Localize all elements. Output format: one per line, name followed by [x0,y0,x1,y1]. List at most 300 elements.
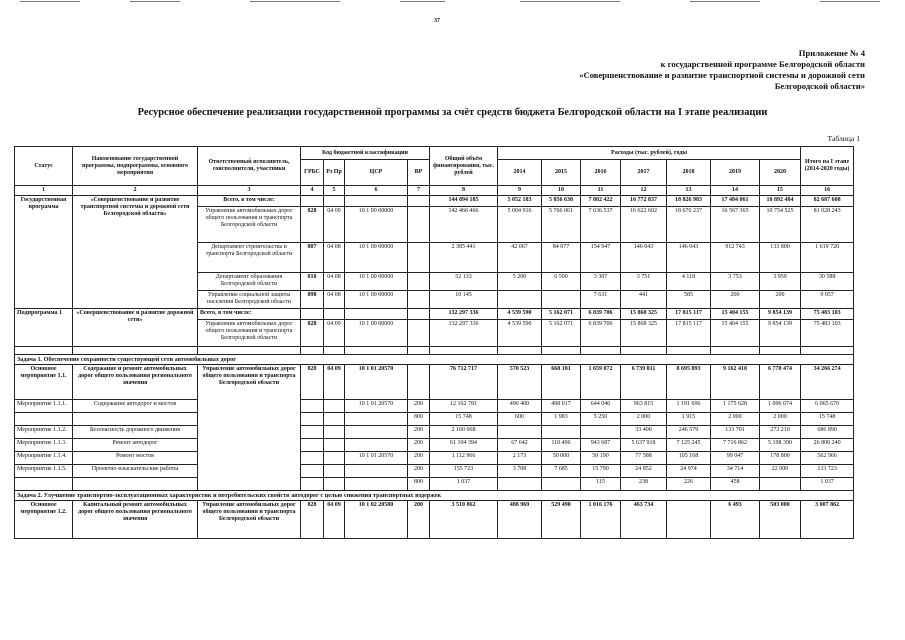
year-value-cell: 3 751 [621,273,667,291]
header-program-name: Наименование государственной программы, подпрограммы, основного мероприятия [73,147,198,186]
table-cell [345,309,408,320]
appendix-line: «Совершенствование и развитие транспортной системы и дорожной сети [579,70,865,80]
table-cell [15,347,73,355]
vr-cell [408,273,430,291]
year-value-cell [498,291,542,309]
csr-cell: 10 1 00 00000 [345,291,408,309]
year-value-cell: 146 043 [621,243,667,273]
year-value-cell: 17 815 117 [667,320,711,347]
task-row [15,355,854,365]
table-cell [324,347,345,355]
year-value-cell: 668 181 [542,365,581,400]
year-value-cell: 5 250 [581,413,621,426]
table-cell [667,347,711,355]
year-value-cell: 6 500 [542,273,581,291]
year-value-cell: 50 000 [542,452,581,465]
appendix-line: Белгородской области» [774,81,865,91]
vr-cell: 200 [408,439,430,452]
header-responsible: Ответственный исполнитель, соисполнители, участники [198,147,301,186]
year-value-cell: 5 052 183 [498,196,542,207]
table-cell [301,309,324,320]
vr-cell: 200 [408,426,430,439]
year-value-cell: 8 695 893 [667,365,711,400]
year-value-cell: 1 096 074 [760,400,801,413]
column-number-cell: 6 [345,186,408,196]
responsible-cell: Управление автомобильных дорог общего пользования и транспорта Белгородской области [198,365,301,491]
year-value-cell: 105 168 [667,452,711,465]
vr-cell: 200 [408,465,430,478]
page-number: 37 [434,18,440,24]
column-number-cell: 5 [324,186,345,196]
year-value-cell: 3 753 [711,273,760,291]
scan-edge-marks [0,0,905,6]
main-activity-row [15,365,854,400]
rzpr-cell: 04 08 [324,243,345,273]
grbs-cell: 807 [301,243,324,273]
year-value-cell: 200 [711,291,760,309]
itogo-cell: 6 065 670 [801,400,854,413]
program-name-cell [73,478,198,491]
program-name-cell: Капитальный ремонт автомобильных дорог общего пользования регионального значения [73,501,198,539]
header-year: 2020 [760,160,801,186]
itogo-cell: 562 966 [801,452,854,465]
year-value-cell: 115 [581,478,621,491]
year-value-cell: 2 000 [621,413,667,426]
column-number-cell: 13 [667,186,711,196]
year-value-cell: 441 [621,291,667,309]
rzpr-cell [324,426,345,439]
itogo-cell: 26 800 240 [801,439,854,452]
header-total-financing: Общий объём финансирования, тыс. рублей [430,147,498,186]
main-activity-row [15,501,854,539]
year-value-cell: 24 974 [667,465,711,478]
grbs-cell: 810 [301,273,324,291]
grbs-cell [301,439,324,452]
csr-cell: 10 1 01 20570 [345,452,408,465]
year-value-cell: 3 959 [760,273,801,291]
total-volume-cell: 132 297 336 [430,320,498,347]
year-value-cell: 133 701 [711,426,760,439]
grbs-cell: 898 [301,291,324,309]
year-value-cell: 17 484 061 [711,196,760,207]
year-value-cell: 458 [711,478,760,491]
rzpr-cell [324,478,345,491]
year-value-cell: 24 852 [621,465,667,478]
vr-cell: 800 [408,413,430,426]
header-csr: ЦСР [345,160,408,186]
year-value-cell: 7 125 245 [667,439,711,452]
table-cell [801,347,854,355]
program-name-cell: Ремонт мостов [73,452,198,465]
responsible-cell: Управление автомобильных дорог общего пользования и транспорта Белгородской области [198,320,301,347]
csr-cell: 10 1 01 20570 [345,365,408,400]
year-value-cell: 4 118 [667,273,711,291]
itogo-cell: 30 588 [801,273,854,291]
year-value-cell: 585 [667,291,711,309]
vr-cell [408,207,430,243]
table-cell [324,196,345,207]
total-volume-cell: 142 466 466 [430,207,498,243]
total-volume-cell: 144 894 185 [430,196,498,207]
header-itogo: Итого на I этапе (2014-2020 годы) [801,147,854,186]
program-name-cell [73,413,198,426]
itogo-cell: 1 037 [801,478,854,491]
itogo-cell: 686 890 [801,426,854,439]
header-expenses: Расходы (тыс. рублей), годы [498,147,801,160]
year-value-cell [667,501,711,539]
program-name-cell: Ремонт автодорог [73,439,198,452]
year-value-cell: 200 [760,291,801,309]
year-value-cell [542,426,581,439]
year-value-cell: 6 839 706 [581,320,621,347]
year-value-cell: 5 004 916 [498,207,542,243]
column-number-cell: 16 [801,186,854,196]
year-value-cell: 4 539 590 [498,309,542,320]
column-number-cell: 8 [430,186,498,196]
responsible-cell: Департамент строительства и транспорта Белгородской области [198,243,301,273]
status-cell: Подпрограмма 1 [15,309,73,347]
year-value-cell [760,478,801,491]
vr-cell [408,291,430,309]
year-value-cell: 7 685 [542,465,581,478]
column-number-cell: 14 [711,186,760,196]
year-value-cell: 3 708 [498,465,542,478]
column-number-cell: 7 [408,186,430,196]
header-row [15,147,854,160]
year-value-cell: 42 067 [498,243,542,273]
grbs-cell: 828 [301,501,324,539]
header-year: 2019 [711,160,760,186]
rzpr-cell: 04 09 [324,501,345,539]
year-value-cell: 3 307 [581,273,621,291]
activity-row [15,465,854,478]
activity-row [15,400,854,413]
header-year: 2014 [498,160,542,186]
responsible-cell: Управление автомобильных дорог общего пользования и транспорта Белгородской области [198,207,301,243]
table-cell [498,347,542,355]
program-name-cell: Проектно-изыскательские работы [73,465,198,478]
itogo-cell: 15 748 [801,413,854,426]
year-value-cell: 34 714 [711,465,760,478]
vr-cell [408,365,430,400]
total-volume-cell: 2 160 068 [430,426,498,439]
appendix-header [535,48,865,92]
grbs-cell: 828 [301,365,324,400]
grbs-cell: 828 [301,320,324,347]
table-cell [760,347,801,355]
year-value-cell: 943 687 [581,439,621,452]
total-volume-cell: 1 037 [430,478,498,491]
year-value-cell: 15 790 [581,465,621,478]
year-value-cell: 1 659 072 [581,365,621,400]
year-value-cell: 498 017 [542,400,581,413]
table-cell [408,347,430,355]
year-value-cell: 77 588 [621,452,667,465]
csr-cell [345,426,408,439]
year-value-cell [581,426,621,439]
vr-cell: 800 [408,478,430,491]
header-status: Статус [15,147,73,186]
total-volume-cell: 10 145 [430,291,498,309]
header-year: 2015 [542,160,581,186]
rzpr-cell [324,452,345,465]
total-volume-cell: 61 104 394 [430,439,498,452]
column-number-cell: 9 [498,186,542,196]
csr-cell: 10 1 00 00000 [345,320,408,347]
year-value-cell: 238 [621,478,667,491]
activity-row [15,413,854,426]
column-number-cell: 1 [15,186,73,196]
table-cell [711,347,760,355]
year-value-cell: 5 162 071 [542,320,581,347]
table-cell [301,196,324,207]
header-year: 2016 [581,160,621,186]
itogo-cell: 3 007 862 [801,501,854,539]
status-cell: Мероприятие 1.1.1. [15,400,73,413]
year-value-cell: 50 190 [581,452,621,465]
rzpr-cell [324,400,345,413]
vr-cell: 200 [408,400,430,413]
year-value-cell: 6 493 [711,501,760,539]
table-cell [198,347,301,355]
activity-row [15,478,854,491]
year-value-cell: 529 490 [542,501,581,539]
vr-cell [408,243,430,273]
itogo-cell: 75 483 103 [801,309,854,320]
status-cell [15,478,73,491]
csr-cell: 10 1 00 00000 [345,243,408,273]
status-cell [15,413,73,426]
table-body [15,147,854,539]
year-value-cell: 15 404 155 [711,309,760,320]
table-label: Таблица 1 [827,134,860,143]
year-value-cell: 1 175 628 [711,400,760,413]
rzpr-cell [324,439,345,452]
total-volume-cell: 1 112 966 [430,452,498,465]
year-value-cell: 22 000 [760,465,801,478]
table-cell [430,347,498,355]
status-cell: Мероприятие 1.1.4. [15,452,73,465]
program-name-cell: «Совершенствование и развитие дорожной сети» [73,309,198,347]
year-value-cell: 17 815 117 [667,309,711,320]
grbs-cell [301,478,324,491]
table-cell [345,347,408,355]
table-cell [408,196,430,207]
grbs-cell: 828 [301,207,324,243]
csr-cell [345,478,408,491]
year-value-cell: 146 043 [667,243,711,273]
table-cell [542,347,581,355]
subprogram-total-row [15,309,854,320]
year-value-cell: 18 676 237 [667,207,711,243]
itogo-cell: 1 619 720 [801,243,854,273]
vr-cell: 200 [408,501,430,539]
grbs-cell [301,426,324,439]
year-value-cell: 5 856 638 [542,196,581,207]
year-value-cell: 84 077 [542,243,581,273]
csr-cell: 10 1 01 20570 [345,400,408,413]
total-volume-cell: 155 723 [430,465,498,478]
year-value-cell: 178 800 [760,452,801,465]
header-grbs: ГРБС [301,160,324,186]
year-value-cell: 99 047 [711,452,760,465]
vr-cell: 200 [408,452,430,465]
rzpr-cell: 04 08 [324,291,345,309]
table-cell [301,347,324,355]
year-value-cell: 4 539 590 [498,320,542,347]
year-value-cell: 154 947 [581,243,621,273]
year-value-cell: 6 739 811 [621,365,667,400]
program-name-cell: «Совершенствование и развитие транспортной системы и дорожной сети Белгородской области» [73,196,198,309]
csr-cell: 10 1 00 00000 [345,273,408,291]
year-value-cell: 912 743 [711,243,760,273]
year-value-cell: 2 000 [711,413,760,426]
year-value-cell [542,291,581,309]
itogo-cell: 75 483 103 [801,320,854,347]
spacer-row [15,347,854,355]
column-number-cell: 4 [301,186,324,196]
csr-cell: 10 1 00 00000 [345,207,408,243]
column-number-cell: 3 [198,186,301,196]
responsible-cell: Управление социальной защиты населения Белгородской области [198,291,301,309]
table-cell [73,347,198,355]
status-cell: Мероприятие 1.1.3. [15,439,73,452]
year-value-cell: 7 716 862 [711,439,760,452]
year-value-cell: 5 162 071 [542,309,581,320]
year-value-cell: 644 040 [581,400,621,413]
year-value-cell [498,478,542,491]
table-cell [408,309,430,320]
year-value-cell: 2 000 [760,413,801,426]
total-volume-cell: 12 162 781 [430,400,498,413]
state-program-total-row [15,196,854,207]
table-cell [324,309,345,320]
year-value-cell: 7 636 537 [581,207,621,243]
year-value-cell: 9 854 139 [760,320,801,347]
table-cell [581,347,621,355]
year-value-cell: 133 800 [760,243,801,273]
appendix-line: Приложение № 4 [798,48,865,58]
header-year: 2017 [621,160,667,186]
year-value-cell: 5 198 390 [760,439,801,452]
itogo-cell: 9 057 [801,291,854,309]
year-value-cell: 2 173 [498,452,542,465]
year-value-cell: 570 523 [498,365,542,400]
responsible-cell: Департамент образования Белгородской области [198,273,301,291]
year-value-cell: 10 754 525 [760,207,801,243]
status-cell: Мероприятие 1.1.2. [15,426,73,439]
status-cell: Основное мероприятие 1.1. [15,365,73,400]
grbs-cell [301,413,324,426]
year-value-cell: 10 892 484 [760,196,801,207]
vr-cell [408,320,430,347]
year-value-cell: 15 868 325 [621,309,667,320]
header-vr: ВР [408,160,430,186]
year-value-cell: 16 567 365 [711,207,760,243]
task-row [15,491,854,501]
year-value-cell: 503 000 [760,501,801,539]
year-value-cell: 5 637 918 [621,439,667,452]
itogo-cell: 81 028 243 [801,207,854,243]
csr-cell [345,413,408,426]
column-number-cell: 12 [621,186,667,196]
responsible-cell: Управление автомобильных дорог общего пользования и транспорта Белгородской области [198,501,301,539]
year-value-cell: 963 815 [621,400,667,413]
resource-table [14,146,854,539]
program-name-cell: Содержание и ремонт автомобильных дорог общего пользования регионального значения [73,365,198,400]
activity-row [15,426,854,439]
grbs-cell [301,452,324,465]
column-number-cell: 15 [760,186,801,196]
year-value-cell: 463 734 [621,501,667,539]
year-value-cell: 1 915 [667,413,711,426]
year-value-cell: 9 854 139 [760,309,801,320]
year-value-cell: 15 868 325 [621,320,667,347]
year-value-cell: 15 404 155 [711,320,760,347]
year-value-cell: 488 969 [498,501,542,539]
program-name-cell: Содержание автодорог и мостов [73,400,198,413]
status-cell: Государственная программа [15,196,73,309]
column-number-cell: 10 [542,186,581,196]
year-value-cell: 6 770 474 [760,365,801,400]
rzpr-cell [324,413,345,426]
year-value-cell: 1 191 696 [667,400,711,413]
header-budget-code: Код бюджетной классификации [301,147,430,160]
itogo-cell: 133 723 [801,465,854,478]
column-numbers-row [15,186,854,196]
status-cell: Основное мероприятие 1.2. [15,501,73,539]
year-value-cell: 6 839 706 [581,309,621,320]
csr-cell: 10 1 02 20580 [345,501,408,539]
appendix-line: к государственной программе Белгородской области [660,59,865,69]
column-number-cell: 2 [73,186,198,196]
year-value-cell: 1 983 [542,413,581,426]
rzpr-cell: 04 09 [324,207,345,243]
rzpr-cell [324,465,345,478]
total-volume-cell: 15 748 [430,413,498,426]
header-year: 2018 [667,160,711,186]
task-label-cell: Задача 2. Улучшение транспортно-эксплуатационных характеристик и потребительских свойств автодорог с целью снижения транспортных издержек [15,491,854,501]
total-volume-cell: 76 712 717 [430,365,498,400]
year-value-cell: 1 016 176 [581,501,621,539]
csr-cell [345,465,408,478]
status-cell: Мероприятие 1.1.5. [15,465,73,478]
responsible-cell: Всего, в том числе: [198,309,301,320]
rzpr-cell: 04 09 [324,365,345,400]
total-volume-cell: 2 385 441 [430,243,498,273]
grbs-cell [301,400,324,413]
itogo-cell: 82 687 608 [801,196,854,207]
year-value-cell: 18 826 983 [667,196,711,207]
year-value-cell: 226 [667,478,711,491]
csr-cell [345,439,408,452]
year-value-cell: 5 766 061 [542,207,581,243]
year-value-cell: 9 162 410 [711,365,760,400]
table-cell [621,347,667,355]
year-value-cell: 67 642 [498,439,542,452]
rzpr-cell: 04 08 [324,273,345,291]
grbs-cell [301,465,324,478]
year-value-cell: 16 772 837 [621,196,667,207]
header-rzpr: Рз Пр [324,160,345,186]
total-volume-cell: 3 510 862 [430,501,498,539]
program-name-cell: Безопасность дорожного движения [73,426,198,439]
total-volume-cell: 52 133 [430,273,498,291]
year-value-cell [542,478,581,491]
column-number-cell: 11 [581,186,621,196]
activity-row [15,452,854,465]
itogo-cell: 34 266 274 [801,365,854,400]
